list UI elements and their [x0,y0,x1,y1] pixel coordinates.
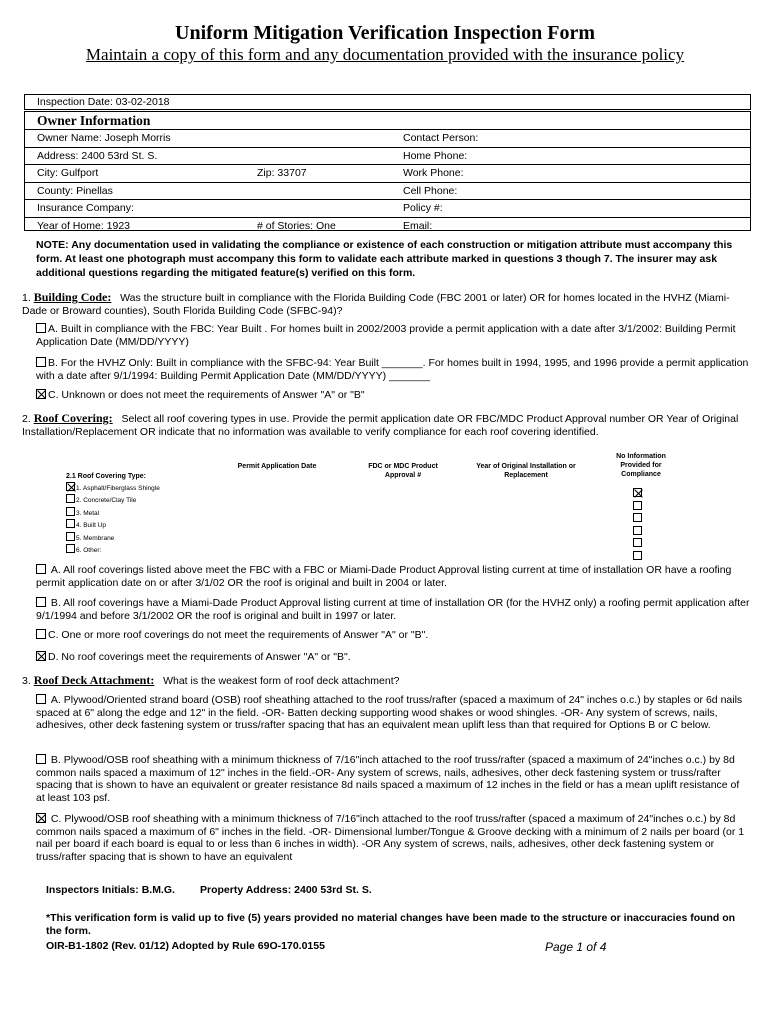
address-field[interactable]: Address: 2400 53rd St. S. [37,149,158,162]
policy-number-field[interactable]: Policy #: [403,202,443,214]
q1-option-a[interactable]: A. Built in compliance with the FBC: Year Built . For homes built in 2002/2003 provide a permit application with a date after 3/1/2002: Building Permit Application Date (MM/DD/YYYY) [36,323,736,348]
year-installation-header: Year of Original Installation or Replacement [476,463,576,479]
validity-note: *This verification form is valid up to five (5) years provided no material changes have been made to the structure or inaccuracies found on the form. [46,912,736,937]
q2-option-d[interactable]: D. No roof coverings meet the requirements of Answer "A" or "B". [36,651,750,664]
q3-option-a-checkbox[interactable] [36,694,46,704]
year-of-home-field[interactable]: Year of Home: 1923 [37,219,131,232]
roof-type-item[interactable]: 5. Membrane [66,532,114,545]
documentation-note: NOTE: Any documentation used in validating the compliance or existence of each construction or mitigation attribute must accompany this form. At least one photograph must accompany this form to validate each attribute marked in questions 3 though 7. The insurer may ask additional questions regarding the mitigated feature(s) verified on this form. [36,239,733,279]
no-information-header: No Information Provided for Compliance [616,453,666,478]
roof-covering-title: Roof Covering: [33,411,113,425]
question-1: 1. Building Code: Was the structure built in compliance with the Florida Building Code (FBC 2001 or later) OR for homes located in the HVHZ (Miami-Dade or Broward counties), South Florida Building Code (SFBC-94)? [22,290,730,317]
roof-covering-type-header: 2.1 Roof Covering Type: [66,473,146,480]
county-field[interactable]: County: Pinellas [37,184,113,197]
q2-option-a[interactable]: A. All roof coverings listed above meet the FBC with a FBC or Miami-Dade Product Approval listing current at time of installation OR have a roofing permit application date on or after 3/1/02 OR the roof is original and built in 2004 or later. [36,564,732,589]
property-address: Property Address: 2400 53rd St. S. [200,884,372,896]
q1-option-b-checkbox[interactable] [36,357,46,367]
q3-option-a[interactable]: A. Plywood/Oriented strand board (OSB) roof sheathing attached to the roof truss/rafter (spaced a maximum of 24" inches o.c.) by staples or 6d nails spaced at 6" along the edge and 12" in the field. -OR- Batten decking supporting wood shakes or wood shingles. -OR- Any system of screws, nails, adhesives, other deck fastening system or truss/rafter spacing that has an equivalent mean uplift less than that required for Options B or C below. [36,694,743,731]
building-code-title: Building Code: [33,290,112,304]
fdc-approval-header: FDC or MDC Product Approval # [368,463,438,479]
inspection-date-field[interactable]: Inspection Date: 03-02-2018 [24,94,751,110]
q1-option-c[interactable]: C. Unknown or does not meet the requirements of Answer "A" or "B" [36,389,750,402]
permit-date-header: Permit Application Date [237,463,317,470]
city-field[interactable]: City: Gulfport [37,167,99,179]
roof-type-item[interactable]: 4. Built Up [66,519,106,532]
owner-row [25,130,750,148]
contact-person-field[interactable]: Contact Person: [403,132,479,144]
roof-type-checkbox[interactable] [66,494,75,503]
q1-option-b[interactable]: B. For the HVHZ Only: Built in compliance with the SFBC-94: Year Built _______. For homes built in 1994, 1995, and 1996 provide a permit application with a date after 9/1/1994: Building Permit Application Date (MM/DD/YYYY) _______ [36,357,749,382]
form-id: OIR-B1-1802 (Rev. 01/12) Adopted by Rule 69O-170.0155 [46,940,325,952]
q3-option-c[interactable]: C. Plywood/OSB roof sheathing with a minimum thickness of 7/16"inch attached to the roof truss/rafter (spaced a maximum of 24"inches o.c.) by 8d common nails spaced a maximum of 6" inches in the field. -OR- Dimensional lumber/Tongue & Groove decking with a minimum of 2 nails per board (or 1 nail per board if each board is equal to or less than 6 inches in width). -OR Any system of screws, nails, adhesives, other deck fastening system or truss/rafter spacing that is shown to have an equivalent [36,813,745,863]
roof-type-checkbox[interactable] [66,532,75,541]
roof-type-item[interactable]: 6. Other: [66,544,101,557]
q2-option-c[interactable]: C. One or more roof coverings do not meet the requirements of Answer "A" or "B". [36,629,750,642]
q2-option-b-checkbox[interactable] [36,597,46,607]
q2-option-c-checkbox[interactable] [36,629,46,639]
q1-option-c-checkbox[interactable] [36,389,46,399]
q3-option-b[interactable]: B. Plywood/OSB roof sheathing with a minimum thickness of 7/16"inch attached to the roof truss/rafter (spaced a maximum of 24"inches o.c.) by 8d common nails spaced a maximum of 12" inches in the field.-OR- Any system of screws, nails, adhesives, other deck fastening system or truss/rafter spacing that is shown to have an equivalent or greater resistance 8d nails spaced a maximum of 12 inches in the field or has a mean uplift resistance of at least 103 psf. [36,754,740,804]
roof-type-item[interactable]: 1. Asphalt/Fiberglass Shingle [66,482,160,495]
roof-type-item[interactable]: 2. Concrete/Clay Tile [66,494,136,507]
zip-field[interactable]: Zip: 33707 [257,167,307,179]
owner-row [25,200,750,218]
q2-option-d-checkbox[interactable] [36,651,46,661]
q3-option-b-checkbox[interactable] [36,754,46,764]
work-phone-field[interactable]: Work Phone: [403,167,464,179]
owner-name-field[interactable]: Owner Name: Joseph Morris [37,132,171,144]
page-number: Page 1 of 4 [545,940,607,954]
owner-row [25,183,750,201]
owner-row [25,218,750,235]
owner-information-table [24,111,751,231]
owner-information-heading: Owner Information [25,112,750,130]
roof-type-checkbox[interactable] [66,519,75,528]
question-3: 3. Roof Deck Attachment: What is the weakest form of roof deck attachment? [22,673,400,687]
owner-row [25,148,750,166]
cell-phone-field[interactable]: Cell Phone: [403,184,458,197]
owner-row [25,165,750,183]
inspector-initials: Inspectors Initials: B.M.G. [46,884,175,896]
roof-type-checkbox[interactable] [66,544,75,553]
stories-field[interactable]: # of Stories: One [257,219,336,232]
q1-option-a-checkbox[interactable] [36,323,46,333]
roof-deck-attachment-title: Roof Deck Attachment: [33,673,155,687]
roof-type-item[interactable]: 3. Metal [66,507,99,520]
q2-option-b[interactable]: B. All roof coverings have a Miami-Dade Product Approval listing current at time of installation OR (for the HVHZ only) a roofing permit application after 9/1/1994 and before 3/1/2002 OR the roof is original and built in 1997 or later. [36,597,750,622]
no-info-checkbox[interactable] [633,551,642,560]
q2-option-a-checkbox[interactable] [36,564,46,574]
insurance-company-field[interactable]: Insurance Company: [37,202,134,214]
form-title: Uniform Mitigation Verification Inspection Form [175,22,595,44]
home-phone-field[interactable]: Home Phone: [403,149,468,162]
email-field[interactable]: Email: [403,219,433,232]
roof-type-checkbox[interactable] [66,482,75,491]
question-2: 2. Roof Covering: Select all roof covering types in use. Provide the permit application date OR FBC/MDC Product Approval number OR Year of Original Installation/Replacement OR indicate that no information was available to verify compliance for each roof covering identified. [22,411,739,438]
q3-option-c-checkbox[interactable] [36,813,46,823]
form-subtitle: Maintain a copy of this form and any documentation provided with the insurance policy [85,45,685,64]
roof-type-checkbox[interactable] [66,507,75,516]
